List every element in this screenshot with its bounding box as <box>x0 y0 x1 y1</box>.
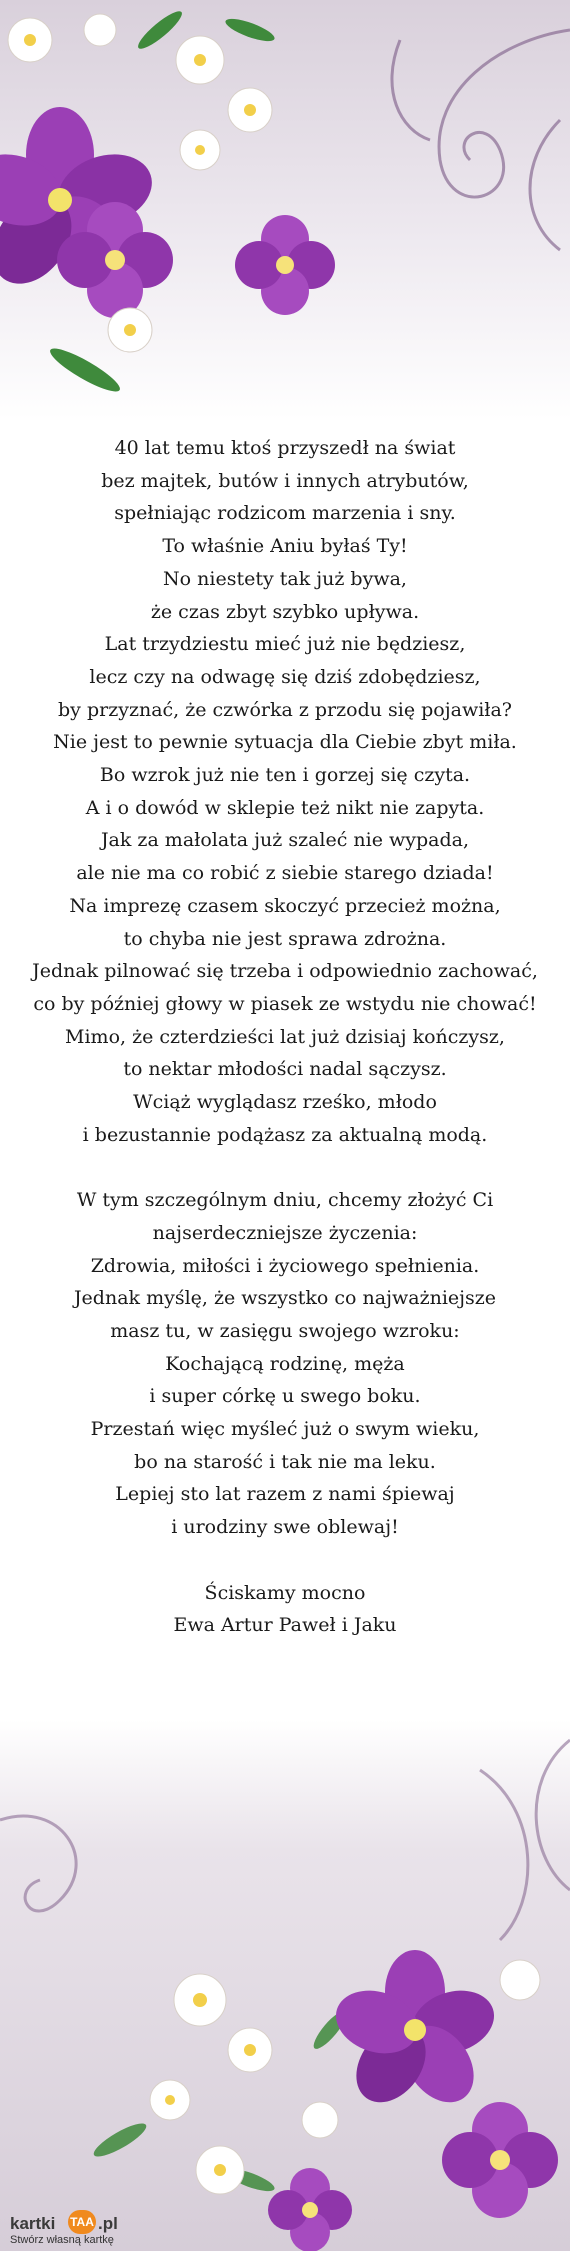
wishes-line: W tym szczególnym dniu, chcemy złożyć Ci <box>76 1189 494 1212</box>
poem-line: Nie jest to pewnie sytuacja dla Ciebie zbyt miła. <box>53 731 517 754</box>
poem-line: Bo wzrok już nie ten i gorzej się czyta. <box>99 764 471 787</box>
poem-line: Wciąż wyglądasz rześko, młodo <box>133 1091 437 1114</box>
floral-decoration-bottom <box>0 1700 570 2251</box>
poem-line: i bezustannie podążasz za aktualną modą. <box>82 1123 488 1146</box>
poem-line: spełniając rodzicom marzenia i sny. <box>114 502 456 525</box>
poem-line: lecz czy na odwagę się dziś zdobędziesz, <box>89 665 481 688</box>
wishes-line: Kochającą rodzinę, męża <box>165 1352 405 1375</box>
poem-line: 40 lat temu ktoś przyszedł na świat <box>114 437 456 459</box>
poem-line: by przyznać, że czwórka z przodu się pojawiła? <box>58 698 512 721</box>
poem-line: Jednak pilnować się trzeba i odpowiednio zachować, <box>32 960 538 983</box>
stanza-gap <box>0 1544 570 1577</box>
logo-tagline: Stwórz własną kartkę <box>10 2234 114 2246</box>
flower-cluster-top-left <box>0 7 335 398</box>
signature-greeting: Ściskamy mocno <box>204 1581 366 1604</box>
wishes-line: najserdeczniejsze życzenia: <box>152 1221 418 1244</box>
poem-text <box>0 432 570 1642</box>
logo-badge: TAA <box>68 2210 96 2234</box>
poem-line: Mimo, że czterdzieści lat już dzisiaj kończysz, <box>65 1025 505 1048</box>
wishes-line: Lepiej sto lat razem z nami śpiewaj <box>115 1483 455 1506</box>
wishes-line: i urodziny swe oblewaj! <box>171 1516 399 1539</box>
poem-line: to nektar młodości nadal sączysz. <box>123 1058 447 1081</box>
poem-line: Na imprezę czasem skoczyć przecież można, <box>69 894 501 917</box>
logo-name: kartki <box>10 2214 56 2233</box>
poem-line: A i o dowód w sklepie też nikt nie zapyta. <box>85 796 485 819</box>
signature-names: Ewa Artur Paweł i Jaku <box>173 1614 397 1637</box>
wishes-line: Zdrowia, miłości i życiowego spełnienia. <box>90 1254 480 1277</box>
logo-tld: .pl <box>98 2214 118 2233</box>
poem-line: że czas zbyt szybko upływa. <box>150 600 420 623</box>
poem-line: co by później głowy w piasek ze wstydu nie chować! <box>33 992 537 1015</box>
poem-line: No niestety tak już bywa, <box>163 567 407 590</box>
poem-line: to chyba nie jest sprawa zdrożna. <box>123 927 447 950</box>
kartki-logo[interactable] <box>6 2210 156 2250</box>
poem-line: Jak za małolata już szaleć nie wypada, <box>100 829 470 852</box>
stanza-gap <box>0 1151 570 1184</box>
wishes-line: bo na starość i tak nie ma leku. <box>134 1450 436 1473</box>
wishes-line: Jednak myślę, że wszystko co najważniejsze <box>73 1287 497 1310</box>
wishes-line: masz tu, w zasięgu swojego wzroku: <box>110 1319 460 1342</box>
floral-decoration-top <box>0 0 570 420</box>
wishes-line: i super córkę u swego boku. <box>149 1385 421 1408</box>
poem-line: bez majtek, butów i innych atrybutów, <box>101 469 469 492</box>
poem-line: Lat trzydziestu mieć już nie będziesz, <box>104 633 466 656</box>
poem-line: To właśnie Aniu byłaś Ty! <box>162 535 408 558</box>
poem-line: ale nie ma co robić z siebie starego dziada! <box>76 862 494 885</box>
wishes-line: Przestań więc myśleć już o swym wieku, <box>90 1418 480 1441</box>
